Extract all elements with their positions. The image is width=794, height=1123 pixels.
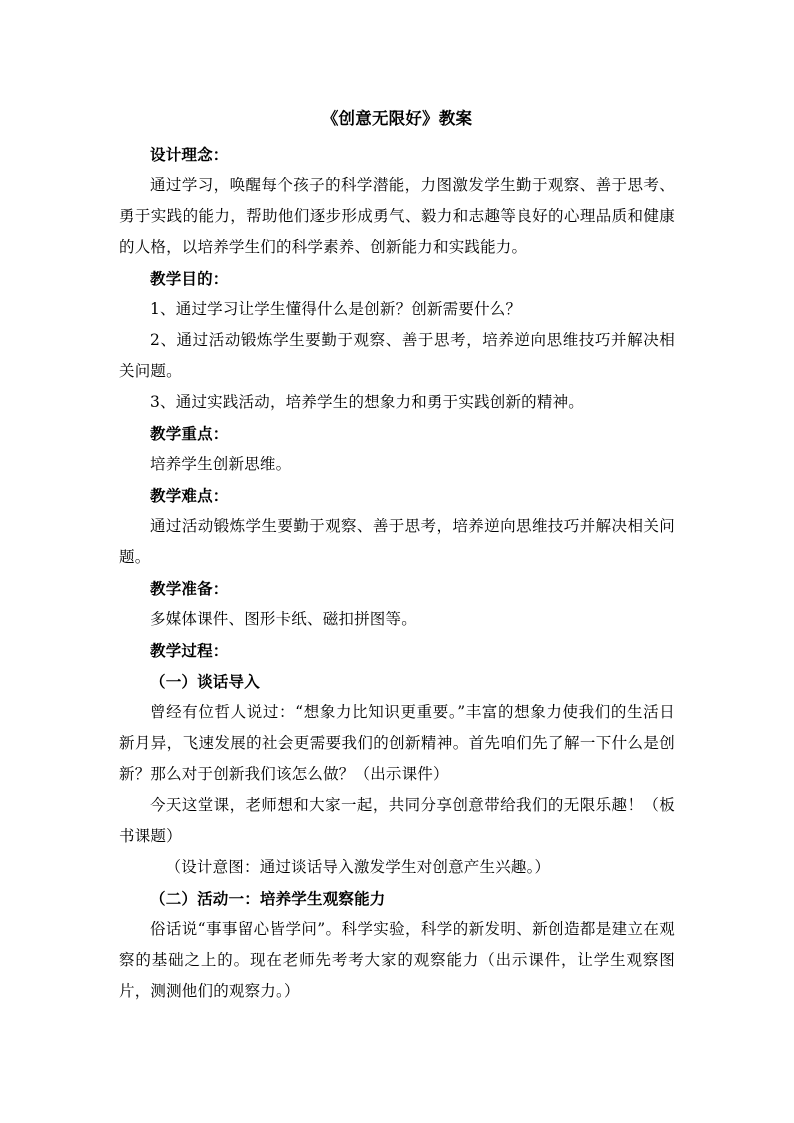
- heading-preparation: 教学准备：: [150, 579, 229, 598]
- paragraph: 通过学习，唤醒每个孩子的科学潜能，力图激发学生勤于观察、善于思考、勇于实践的能力，帮助他们逐步形成勇气、毅力和志趣等良好的心理品质和健康的人格，以培养学生们的科学素养、创新能力和实践能力。: [119, 176, 675, 256]
- paragraph: 培养学生创新思维。: [150, 455, 292, 473]
- paragraph: 曾经有位哲人说过：“想象力比知识更重要。”丰富的想象力使我们的生活日新月异，飞速发展的社会更需要我们的创新精神。首先咱们先了解一下什么是创新？那么对于创新我们该怎么做？（出示课件）: [119, 703, 675, 783]
- paragraph: 俗话说“事事留心皆学问”。科学实验，科学的新发明、新创造都是建立在观察的基础之上的。现在老师先考考大家的观察能力（出示课件，让学生观察图片，测测他们的观察力。）: [119, 920, 675, 1000]
- heading-key-points: 教学重点：: [150, 424, 229, 443]
- paragraph: 今天这堂课，老师想和大家一起，共同分享创意带给我们的无限乐趣！（板书课题）: [119, 796, 675, 845]
- goal-item-1: 1、通过学习让学生懂得什么是创新？创新需要什么？: [150, 300, 522, 318]
- design-intent-note: （设计意图：通过谈话导入激发学生对创意产生兴趣。）: [165, 858, 551, 876]
- paragraph: 通过活动锻炼学生要勤于观察、善于思考，培养逆向思维技巧并解决相关问题。: [119, 517, 675, 566]
- heading-design-concept: 设计理念：: [150, 145, 229, 164]
- subheading-intro: （一）谈话导入: [150, 672, 260, 691]
- paragraph: 多媒体课件、图形卡纸、磁扣拼图等。: [150, 610, 417, 628]
- document-body: [119, 103, 675, 1007]
- heading-difficulties: 教学难点：: [150, 486, 229, 505]
- goal-item-2: 2、通过活动锻炼学生要勤于观察、善于思考，培养逆向思维技巧并解决相关问题。: [119, 331, 675, 380]
- subheading-activity-one: （二）活动一：培养学生观察能力: [150, 889, 386, 908]
- heading-teaching-goals: 教学目的：: [150, 269, 229, 288]
- document-title: 《创意无限好》教案: [321, 109, 473, 128]
- goal-item-3: 3、通过实践活动，培养学生的想象力和勇于实践创新的精神。: [150, 393, 584, 411]
- heading-teaching-process: 教学过程：: [150, 641, 229, 660]
